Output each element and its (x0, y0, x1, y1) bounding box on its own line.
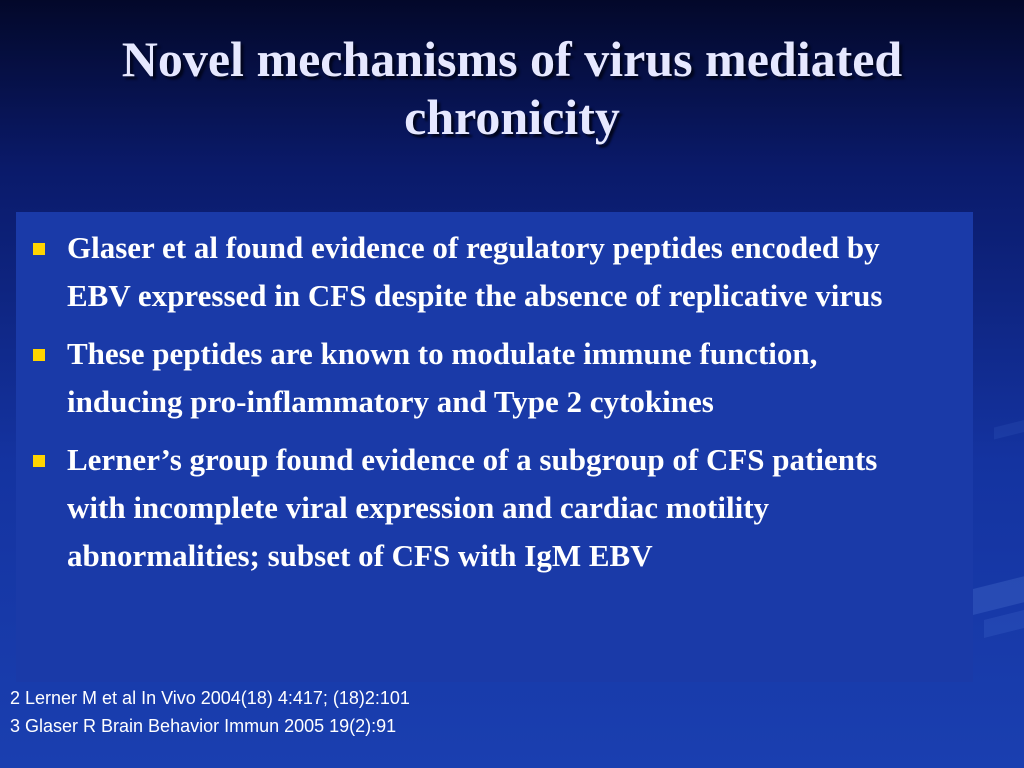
square-bullet-icon (33, 349, 45, 361)
bullet-text: These peptides are known to modulate immune function, inducing pro-inflammatory and Type 2 cytokines (67, 336, 818, 419)
content-panel (16, 212, 973, 682)
bullet-text: Glaser et al found evidence of regulatory peptides encoded by EBV expressed in CFS despite the absence of replicative virus (67, 230, 883, 313)
square-bullet-icon (33, 243, 45, 255)
references (10, 684, 910, 740)
bullet-item (16, 330, 973, 426)
reference-line: 3 Glaser R Brain Behavior Immun 2005 19(2):91 (10, 716, 397, 736)
bullet-item (16, 224, 973, 320)
bullet-text: Lerner’s group found evidence of a subgroup of CFS patients with incomplete viral expression and cardiac motility abnormalities; subset of CFS with IgM EBV (67, 442, 878, 573)
reference-line: 2 Lerner M et al In Vivo 2004(18) 4:417; (18)2:101 (10, 688, 410, 708)
decorative-stripe (994, 413, 1024, 440)
square-bullet-icon (33, 455, 45, 467)
slide-title: Novel mechanisms of virus mediated chronicity (121, 31, 903, 145)
bullet-list (16, 212, 973, 580)
bullet-item (16, 436, 973, 580)
